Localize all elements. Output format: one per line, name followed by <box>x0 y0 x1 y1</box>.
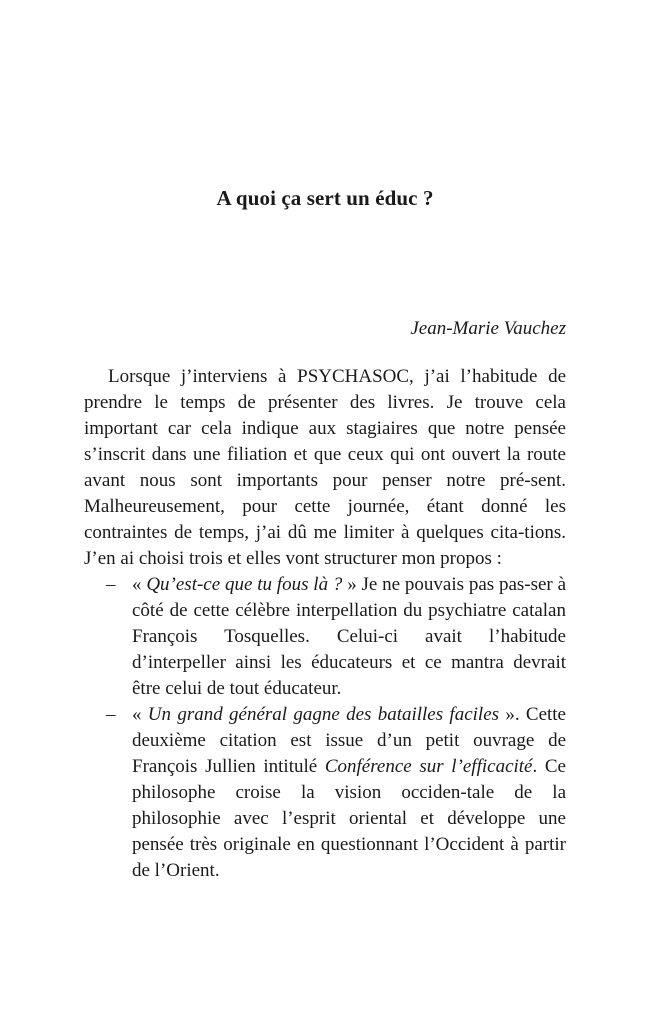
quote-item-jullien <box>84 702 566 884</box>
list-dash: – <box>106 704 116 725</box>
quote-commentary: Cette deuxième citation est issue d’un petit ouvrage de François Jullien intitulé <box>132 704 566 777</box>
intro-paragraph: Lorsque j’interviens à PSYCHASOC, j’ai l’habitude de prendre le temps de présenter des livres. Je trouve cela important car cela indique aux stagiaires que notre pensée s’inscrit dans une filiation et que ceux qui ont ouvert la route avant nous sont importants pour penser notre pré-sent. Malheureusement, pour cette journée, étant donné les contraintes de temps, j’ai dû me limiter à quelques cita-tions. J’en ai choisi trois et elles vont structurer mon propos : <box>84 366 566 569</box>
quote-open-mark: « <box>132 704 148 725</box>
article-author: Jean-Marie Vauchez <box>410 318 566 339</box>
article-title: A quoi ça sert un éduc ? <box>216 186 434 210</box>
list-dash: – <box>106 574 116 595</box>
quote-item-tosquelles <box>84 572 566 702</box>
quote-commentary-end: . Ce philosophe croise la vision occiden-tale de la philosophie avec l’esprit oriental et développe une pensée très originale en questionnant l’Occident à partir de l’Orient. <box>132 756 566 881</box>
quote-commentary: Je ne pouvais pas pas-ser à côté de cette célèbre interpellation du psychiatre catalan François Tosquelles. Celui-ci avait l’habitude d’interpeller ainsi les éducateurs et ce mantra devrait être celui de tout éducateur. <box>132 574 567 699</box>
article-body <box>84 364 566 884</box>
quotes-list <box>84 572 566 884</box>
book-title: Conférence sur l’efficacité <box>324 756 533 777</box>
quote-open-mark: « <box>132 574 147 595</box>
quote-text: Un grand général gagne des batailles faciles <box>147 704 500 725</box>
quote-close-mark: ». <box>499 704 520 725</box>
quote-text: Qu’est-ce que tu fous là ? <box>146 574 343 595</box>
quote-close-mark: » <box>342 574 357 595</box>
